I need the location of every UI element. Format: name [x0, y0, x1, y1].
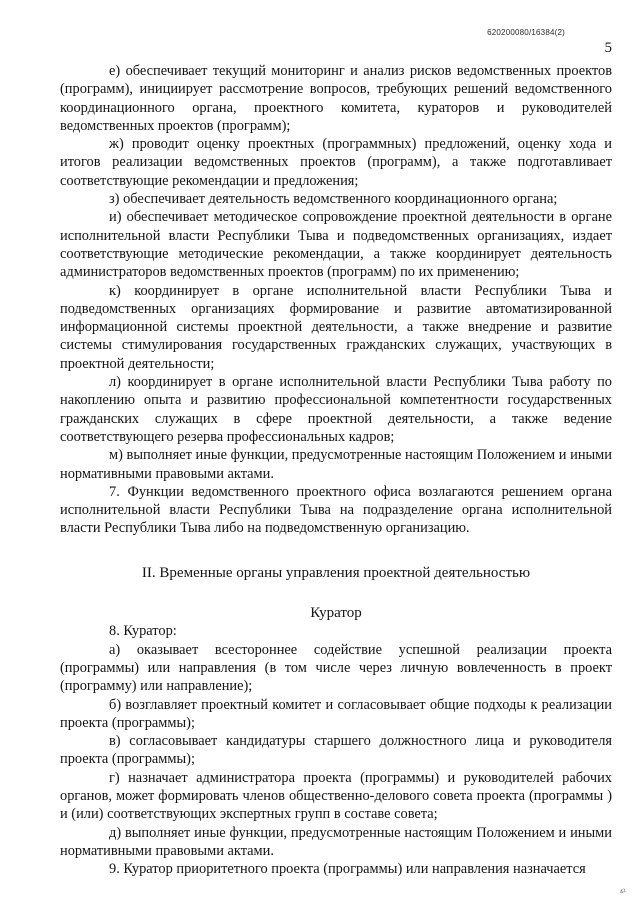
- paragraph: з) обеспечивает деятельность ведомственного координационного органа;: [109, 191, 558, 208]
- paragraph: м) выполняет иные функции, предусмотренные настоящим Положением и иными нормативными правовыми актами.: [60, 447, 612, 482]
- document-body: [60, 62, 612, 878]
- paragraph: 9. Куратор приоритетного проекта (программы) или направления назначается: [109, 861, 586, 878]
- paragraph: б) возглавляет проектный комитет и согласовывает общие подходы к реализации проекта (программы);: [60, 696, 612, 731]
- paragraph: 8. Куратор:: [109, 623, 177, 640]
- document-id: 620200080/16384(2): [487, 28, 565, 37]
- paragraph: а) оказывает всестороннее содействие успешной реализации проекта (программы) или направления (в том числе через личную вовлеченность в проект (программу) или направление);: [60, 641, 612, 695]
- paragraph: и) обеспечивает методическое сопровождение проектной деятельности в органе исполнительной власти Республики Тыва и подведомственных организациях, издает соответствующие методические рекомендации, а также координирует деятельность администраторов ведомственных проектов (программ) по их применению;: [60, 209, 612, 281]
- functions-list: [60, 62, 612, 538]
- paragraph: ж) проводит оценку проектных (программных) предложений, оценку хода и итогов реализации ведомственных проектов (программ), а также подготавливает соответствующие рекомендации и предложения;: [60, 136, 612, 189]
- paragraph: в) согласовывает кандидатуры старшего должностного лица и руководителя проекта (программы);: [60, 733, 612, 768]
- paragraph: л) координирует в органе исполнительной власти Республики Тыва работу по накоплению опыта и развитию профессиональной компетентности государственных гражданских служащих в сфере проектной деятельности, а также ведение соответствующего резерва профессиональных кадров;: [60, 374, 612, 445]
- paragraph: д) выполняет иные функции, предусмотренные настоящим Положением и иными нормативными правовыми актами.: [60, 824, 612, 859]
- paragraph: г) назначает администратора проекта (программы) и руководителей рабочих органов, может формировать членов общественно-делового совета проекта (программы ) и (или) соответствующих экспертных групп в составе совета;: [60, 769, 612, 823]
- section-heading: II. Временные органы управления проектной деятельностью: [141, 564, 531, 581]
- paragraph: 7. Функции ведомственного проектного офиса возлагаются решением органа исполнительной власти Республики Тыва на подразделение органа исполнительной власти Республики Тыва либо на подведомственную организацию.: [60, 483, 612, 537]
- subheading-curator: Куратор: [310, 605, 362, 622]
- page-number: 5: [604, 40, 612, 56]
- paragraph: е) обеспечивает текущий мониторинг и анализ рисков ведомственных проектов (программ), инициирует рассмотрение вопросов, требующих решений ведомственного координационного органа, проектного комитета, кураторов и руководителей ведомственных проектов (программ);: [60, 63, 612, 134]
- corner-mark: ⁴²: [618, 886, 628, 898]
- curator-list: [60, 622, 612, 878]
- paragraph: к) координирует в органе исполнительной власти Республики Тыва и подведомственных организациях формирование и развитие автоматизированной информационной системы проектной деятельности, а также внедрение и развитие системы стимулирования государственных гражданских служащих, участвующих в проектной деятельности;: [60, 282, 612, 372]
